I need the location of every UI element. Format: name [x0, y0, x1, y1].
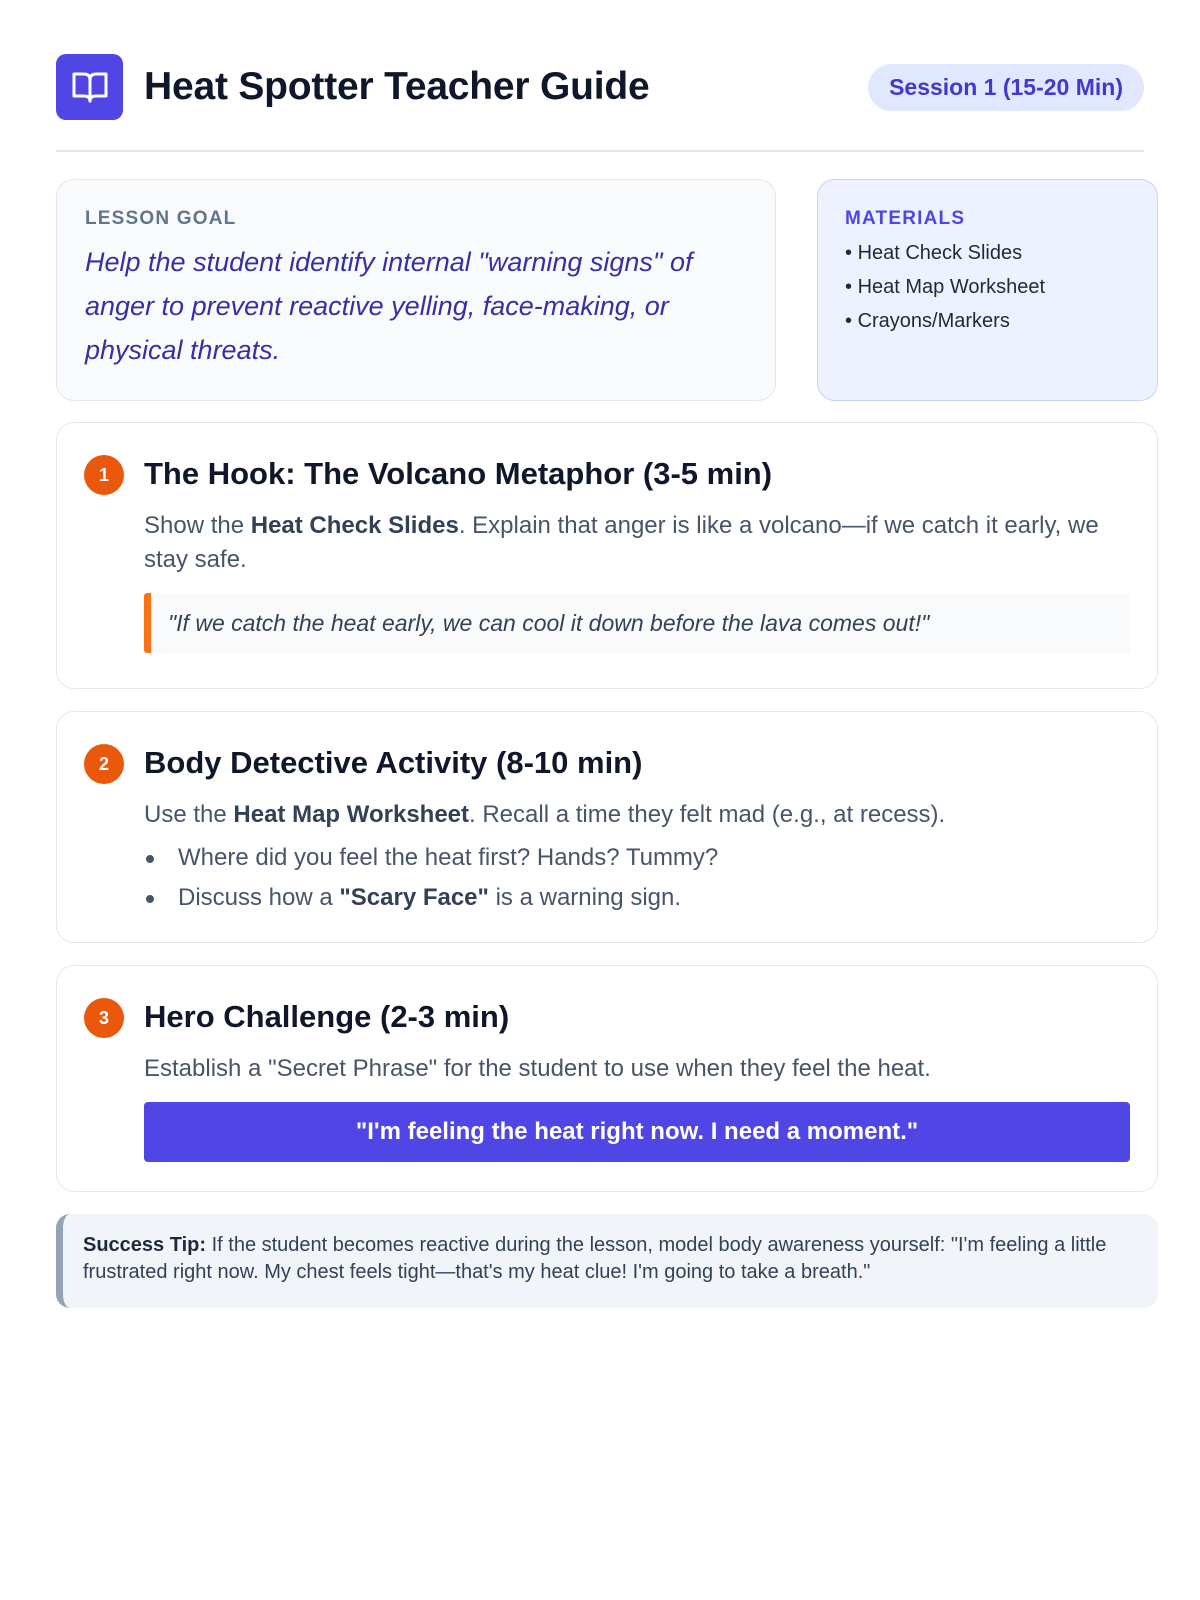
step-description: Show the Heat Check Slides. Explain that anger is like a volcano—if we catch it early, we stay safe. — [144, 512, 1099, 573]
step-description: Use the Heat Map Worksheet. Recall a time they felt mad (e.g., at recess). — [144, 801, 946, 828]
secret-phrase-banner: "I'm feeling the heat right now. I need a moment." — [144, 1102, 1130, 1162]
page-title: Heat Spotter Teacher Guide — [144, 65, 650, 108]
header — [56, 54, 1144, 120]
discussion-list — [144, 838, 1130, 918]
lesson-goal-label: LESSON GOAL — [85, 208, 237, 229]
step-title: Hero Challenge (2-3 min) — [144, 999, 510, 1034]
success-tip — [56, 1214, 1158, 1308]
volcano-quote: "If we catch the heat early, we can cool it down before the lava comes out!" — [144, 593, 1130, 653]
step-number-badge: 2 — [84, 744, 124, 784]
emphasized-material: Heat Map Worksheet — [233, 801, 470, 828]
step-card-hook — [56, 422, 1158, 689]
materials-card — [817, 179, 1158, 401]
materials-item: • Crayons/Markers — [845, 304, 1130, 338]
step-card-body-detective — [56, 711, 1158, 943]
emphasized-material: Heat Check Slides — [250, 512, 459, 539]
lesson-goal-card — [56, 179, 776, 401]
success-tip-label: Success Tip: — [83, 1234, 207, 1256]
list-item: Discuss how a "Scary Face" is a warning sign. — [144, 878, 1130, 918]
step-title: Body Detective Activity (8-10 min) — [144, 745, 643, 780]
step-number-badge: 1 — [84, 455, 124, 495]
success-tip-text: If the student becomes reactive during the lesson, model body awareness yourself: "I'm feeling a little frustrated right now. My chest feels tight—that's my heat clue! I'm going to take a breath." — [83, 1234, 1107, 1283]
step-card-hero-challenge — [56, 965, 1158, 1192]
materials-label: MATERIALS — [845, 208, 966, 229]
materials-item: • Heat Map Worksheet — [845, 270, 1130, 304]
step-number-badge: 3 — [84, 998, 124, 1038]
list-item: Where did you feel the heat first? Hands? Tummy? — [144, 838, 1130, 878]
step-description: Establish a "Secret Phrase" for the student to use when they feel the heat. — [144, 1055, 931, 1082]
lesson-goal-text: Help the student identify internal "warning signs" of anger to prevent reactive yelling, face-making, or physical threats. — [85, 247, 693, 365]
materials-item: • Heat Check Slides — [845, 236, 1130, 270]
materials-list — [845, 236, 1130, 338]
open-book-icon — [56, 54, 123, 120]
session-badge: Session 1 (15-20 Min) — [868, 64, 1144, 111]
step-title: The Hook: The Volcano Metaphor (3-5 min) — [144, 456, 773, 491]
header-divider — [56, 150, 1144, 152]
